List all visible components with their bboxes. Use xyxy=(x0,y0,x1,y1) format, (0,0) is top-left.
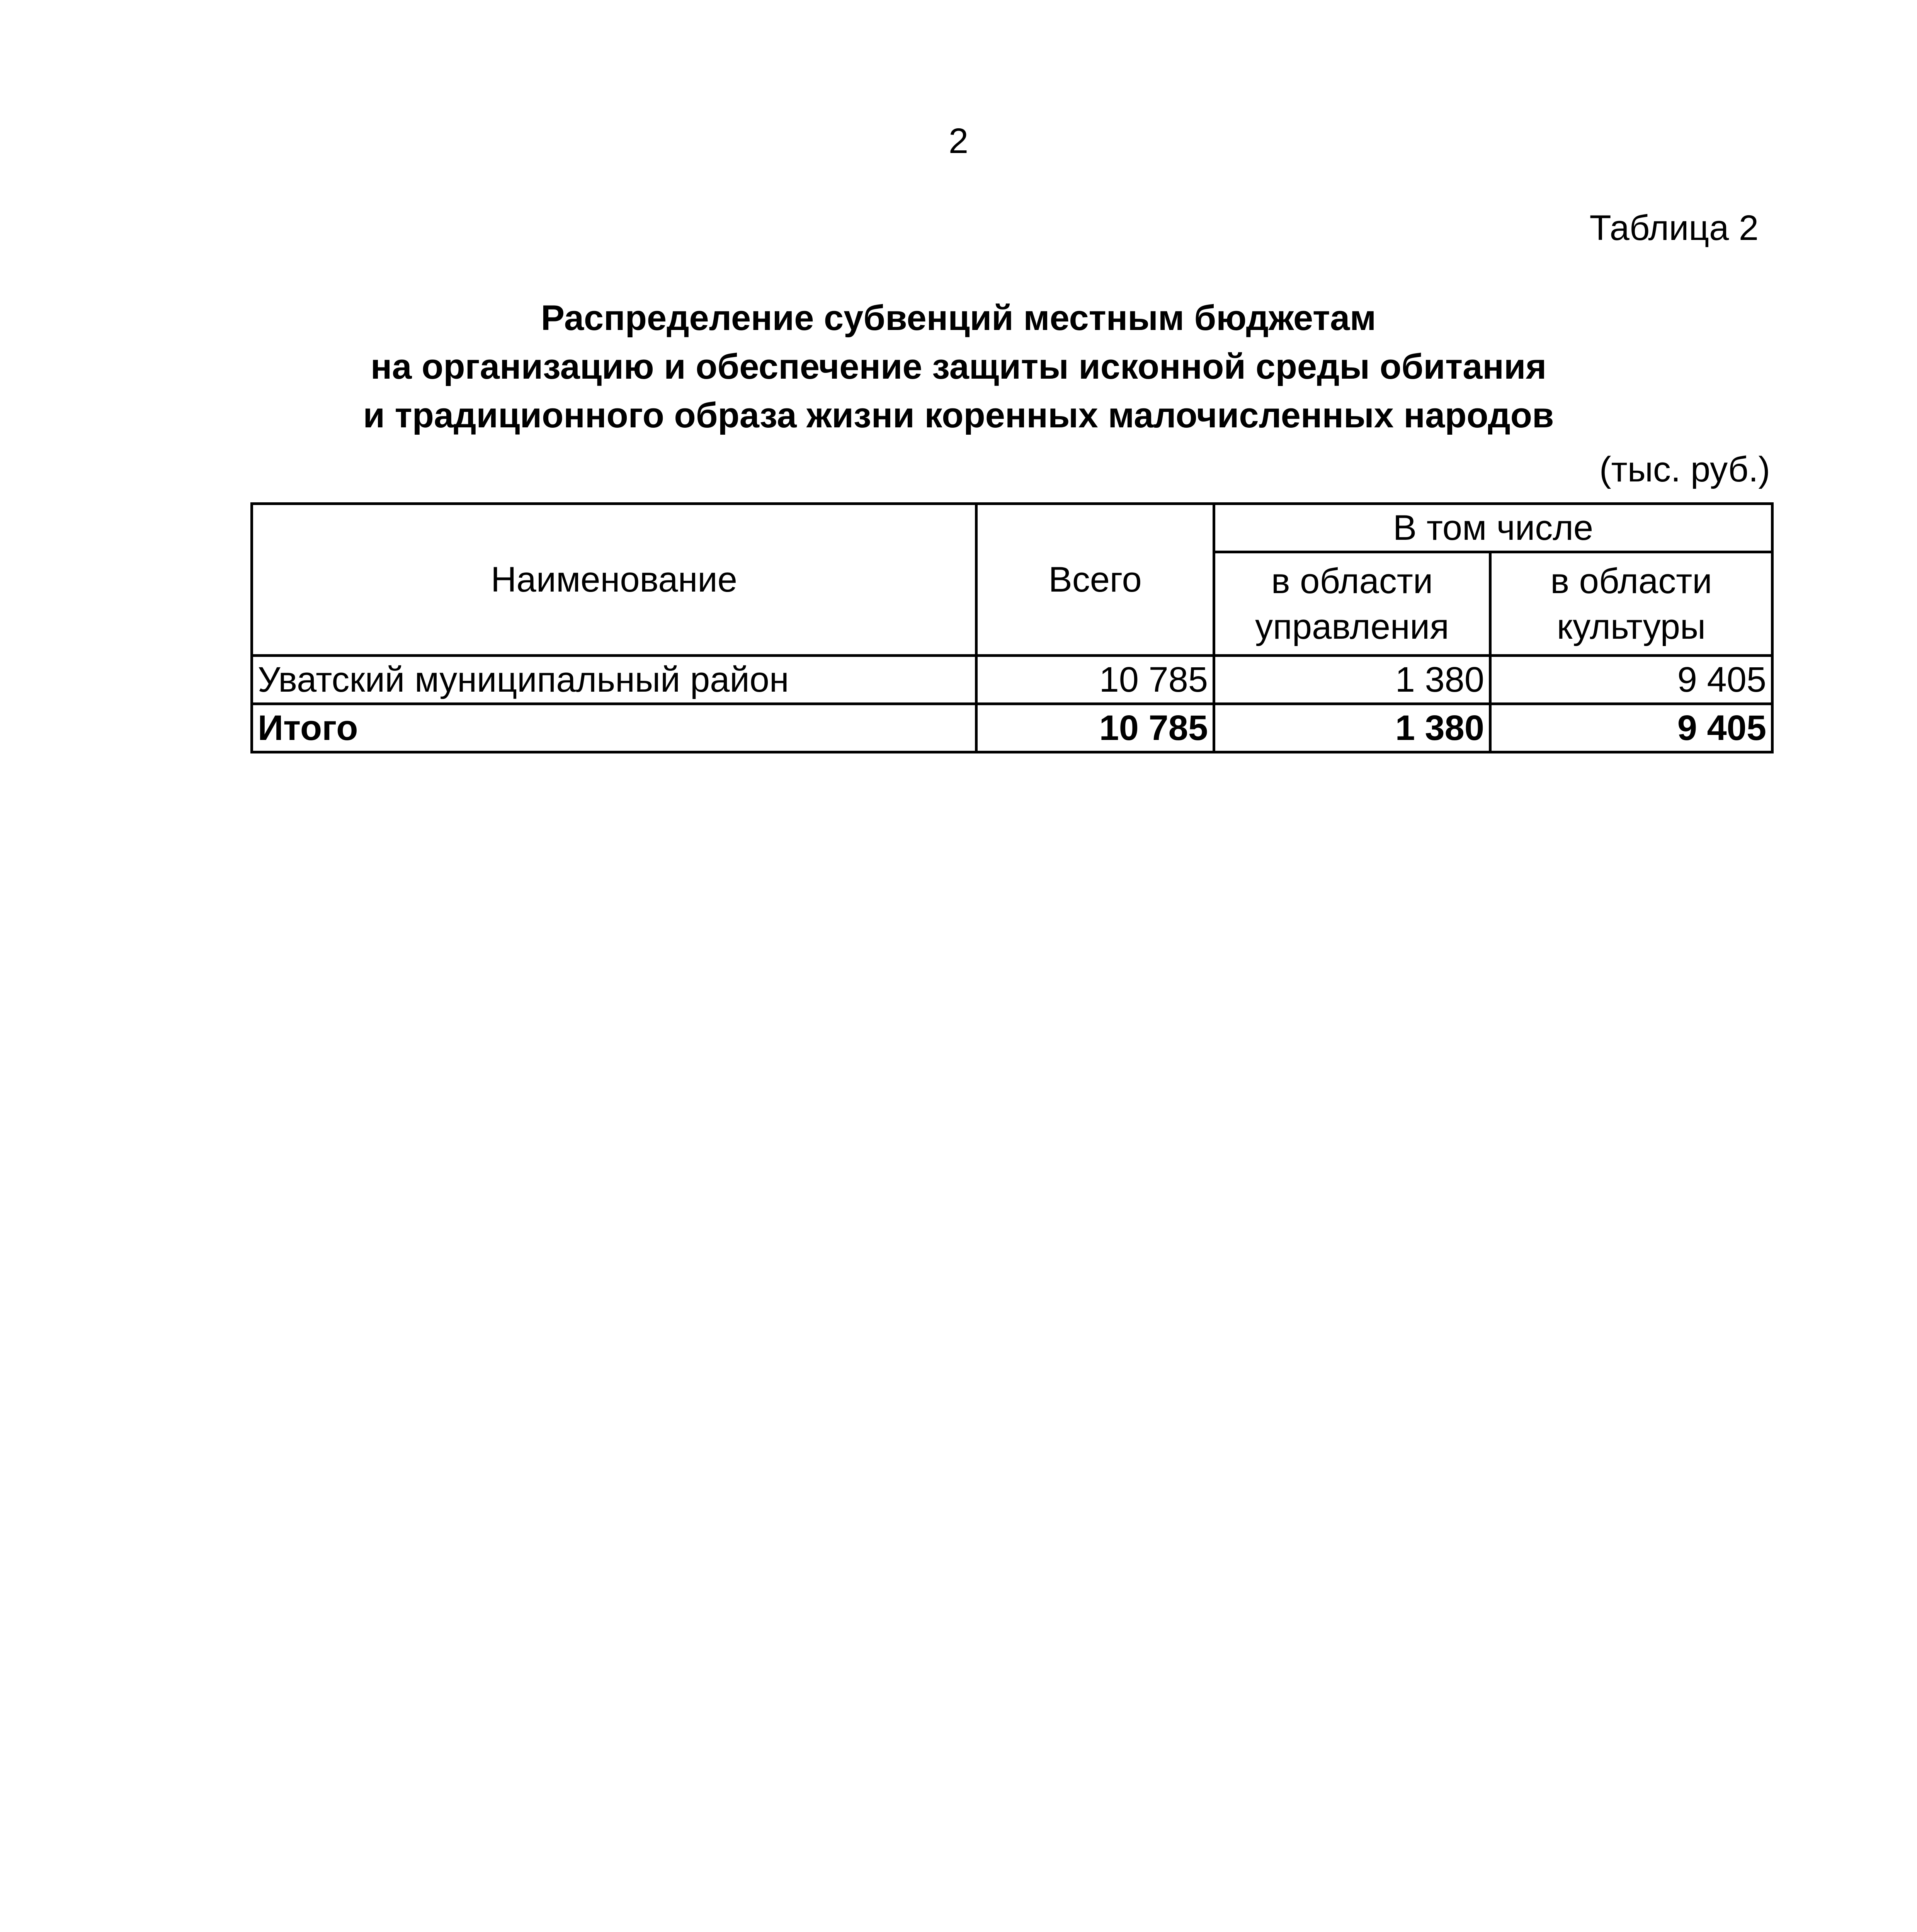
header-management-line-1: в области xyxy=(1271,561,1433,601)
total-name: Итого xyxy=(252,704,976,752)
total-culture: 9 405 xyxy=(1490,704,1772,752)
header-culture xyxy=(1490,552,1772,656)
page-number: 2 xyxy=(948,121,969,161)
total-row xyxy=(252,704,1772,752)
title-line-1: Распределение субвенций местным бюджетам xyxy=(541,298,1376,338)
row-management: 1 380 xyxy=(1214,656,1490,704)
document-title xyxy=(0,294,1917,440)
row-name: Уватский муниципальный район xyxy=(252,656,976,704)
header-including: В том числе xyxy=(1214,504,1772,552)
table-label: Таблица 2 xyxy=(1589,208,1759,248)
header-total: Всего xyxy=(976,504,1214,656)
row-culture: 9 405 xyxy=(1490,656,1772,704)
total-management: 1 380 xyxy=(1214,704,1490,752)
total-total: 10 785 xyxy=(976,704,1214,752)
units-label: (тыс. руб.) xyxy=(1599,450,1770,489)
header-culture-line-2: культуры xyxy=(1556,607,1706,646)
title-line-2: на организацию и обеспечение защиты исконной среды обитания xyxy=(370,347,1547,386)
subvention-table xyxy=(250,502,1774,753)
table-row xyxy=(252,656,1772,704)
header-management xyxy=(1214,552,1490,656)
header-management-line-2: управления xyxy=(1255,607,1449,646)
header-name: Наименование xyxy=(252,504,976,656)
row-total: 10 785 xyxy=(976,656,1214,704)
header-culture-line-1: в области xyxy=(1550,561,1712,601)
title-line-3: и традиционного образа жизни коренных малочисленных народов xyxy=(363,396,1554,435)
